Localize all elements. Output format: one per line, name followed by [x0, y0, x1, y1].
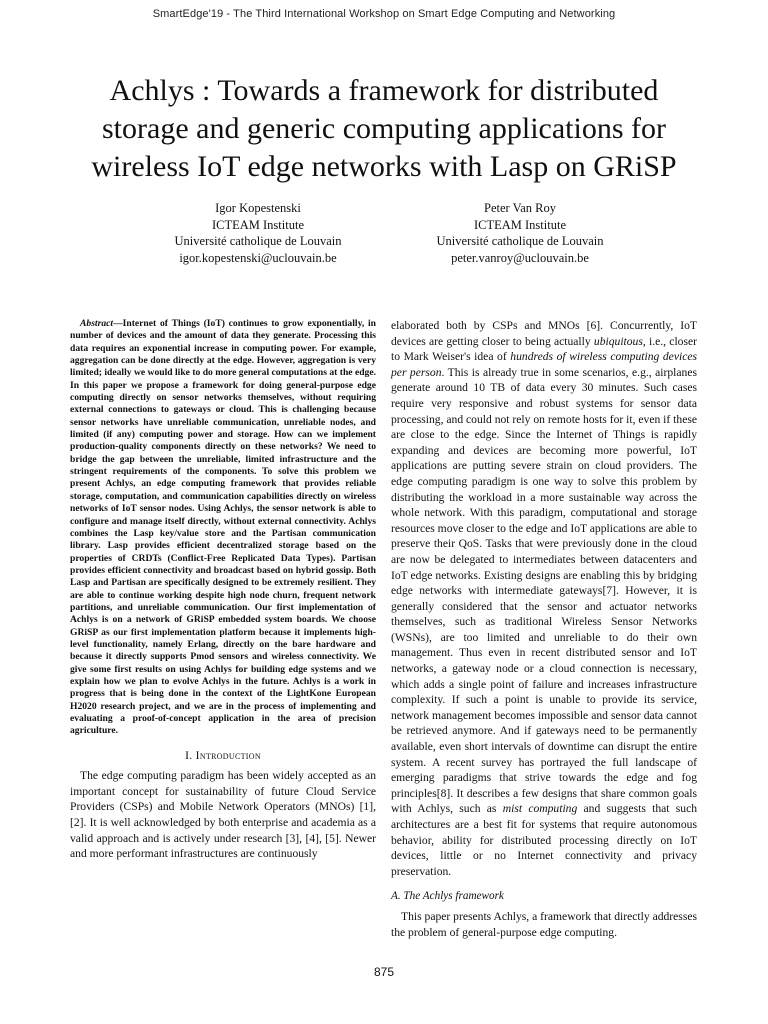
framework-paragraph: This paper presents Achlys, a framework that directly addresses the problem of general-purpose edge computing.: [391, 909, 697, 939]
emphasis: ubiquitous: [593, 334, 643, 348]
author-2: [370, 200, 670, 266]
text-run: and suggests that such architectures are a best fit for systems that require autonomous behavior, ability for distributed processing directly on IoT devices, little or no Internet connectivity and privacy preservation.: [391, 802, 698, 878]
section-title: Introduction: [195, 748, 261, 762]
intro-paragraph: The edge computing paradigm has been widely accepted as an important concept for sustainability of future Cloud Service Providers (CSPs) and Mobile Network Operators (MNOs) [1], [2]. It is well acknowledged by both enterprise and academia as a valid approach and is actively under research [3], [4], [5]. Newer and more performant infrastructures are continuously: [70, 769, 376, 861]
right-column: [391, 318, 697, 940]
paper-title: [40, 72, 728, 186]
section-heading-introduction: [70, 748, 376, 764]
author-institute: ICTEAM Institute: [211, 217, 304, 232]
author-name: Peter Van Roy: [484, 201, 556, 215]
subsection-heading: A. The Achlys framework: [391, 890, 504, 903]
author-email[interactable]: peter.vanroy@uclouvain.be: [451, 250, 589, 265]
author-university: Université catholique de Louvain: [174, 234, 342, 248]
section-number: I.: [185, 748, 196, 762]
author-block: [0, 200, 768, 280]
text-run: , i.e., closer to Mark Weiser's idea of: [391, 334, 697, 364]
intro-paragraph-continued: [391, 318, 697, 879]
text-run: . This is already true in some scenarios, e.g., airplanes generate around 10 TB of data every 30 minutes. Such cases require very responsive and robust systems for sensor data processing, and could not rely on remote hosts for it, even if these are close to the edge. Since the Internet of Things is rapidly expanding and devices are becoming more powerful, IoT applications are putting severe strain on cloud providers. The edge computing paradigm is one way to solve this problem by distributing the workload in a more sustainable way across the whole network. With this paradigm, computational and storage resources move closer to the edge and IoT applications are able to preserve their QoS. Tasks that were previously done in the cloud are now be delegated to intermediates between datacenters and IoT edge networks. Existing designs are enabling this by bridging edge networks with intermediate gateways[7]. However, it is generally considered that the sensor and actuator networks themselves, such as traditional Wireless Sensor Networks (WSNs), are too limited and unreliable to do their own management. Thus even in recent distributed sensor and IoT networks, a gateway node or a cloud connection is necessary, which adds a single point of failure and increases infrastructure complexity. If such a point is unable to provide its service, network management becomes impossible and sensor data cannot be retrieved anymore. And if gateways need to be permanently available, even short intervals of downtime can disrupt the entire system. A recent survey has portrayed the full landscape of emerging paradigms that strive towards the edge and fog principles[8]. It describes a few designs that share common goals with Achlys, such as: [391, 365, 697, 816]
author-university: Université catholique de Louvain: [436, 234, 604, 248]
page-number: 875: [373, 965, 395, 979]
abstract: [70, 318, 376, 738]
conference-header: SmartEdge'19 - The Third International Workshop on Smart Edge Computing and Networking: [152, 8, 616, 20]
text-run: elaborated both by CSPs and MNOs [6]. Concurrently, IoT devices are getting closer to being actually: [391, 319, 697, 348]
author-1: [108, 200, 408, 266]
emphasis: mist computing: [502, 802, 578, 816]
title-line: wireless IoT edge networks with Lasp on GRiSP: [91, 150, 677, 183]
abstract-body: —Internet of Things (IoT) continues to grow exponentially, in number of devices and the amount of data they generate. Processing this data requires an exponential increase in computing power. For example, aggregation can be done directly at the edge. However, aggregation is very limited; ideally we would like to do more general computations at the edge. In this paper we propose a framework for doing general-purpose edge computing directly on sensor networks themselves, without requiring external connections to gateways or cloud. This is challenging because sensor networks have unreliable communication, unreliable nodes, and limited (if any) computing power and storage. How can we implement production-quality components directly on these networks? We need to bridge the gap between the unreliable, limited infrastructure and the stringent requirements of the components. To solve this problem we present Achlys, an edge computing framework that provides reliable storage, computation, and communication capabilities directly on wireless networks of IoT sensor nodes. Using Achlys, the sensor network is able to configure and manage itself directly, without external connectivity. Achlys combines the Lasp key/value store and the Partisan communication library. Lasp provides efficient decentralized storage based on the properties of CRDTs (Conflict-Free Replicated Data Types). Partisan provides efficient connectivity and broadcast based on hybrid gossip. Both Lasp and Partisan are specifically designed to be extremely resilient. They are able to continue working despite high node churn, frequent network partitions, and unreliable communication. Our first implementation of Achlys is on a network of GRiSP embedded system boards. We choose GRiSP as our first implementation platform because it implements high-level functionality, namely Erlang, directly on the bare hardware and because it directly supports Pmod sensors and wireless connectivity. We give some first results on using Achlys for building edge systems and we explain how we plan to evolve Achlys in the future. Achlys is a work in progress that is being done in the context of the LightKone European H2020 research project, and we are in the process of implementing and evaluating a proof-of-concept application in the area of precision agriculture.: [70, 318, 376, 737]
title-line: Achlys : Towards a framework for distributed: [109, 74, 659, 107]
author-email[interactable]: igor.kopestenski@uclouvain.be: [179, 250, 337, 265]
title-line: storage and generic computing applications for: [102, 112, 666, 145]
author-institute: ICTEAM Institute: [473, 217, 566, 232]
abstract-lead: Abstract: [80, 318, 114, 329]
author-name: Igor Kopestenski: [215, 201, 301, 215]
emphasis: hundreds of wireless computing devices per person: [391, 350, 697, 379]
left-column: [70, 318, 376, 862]
